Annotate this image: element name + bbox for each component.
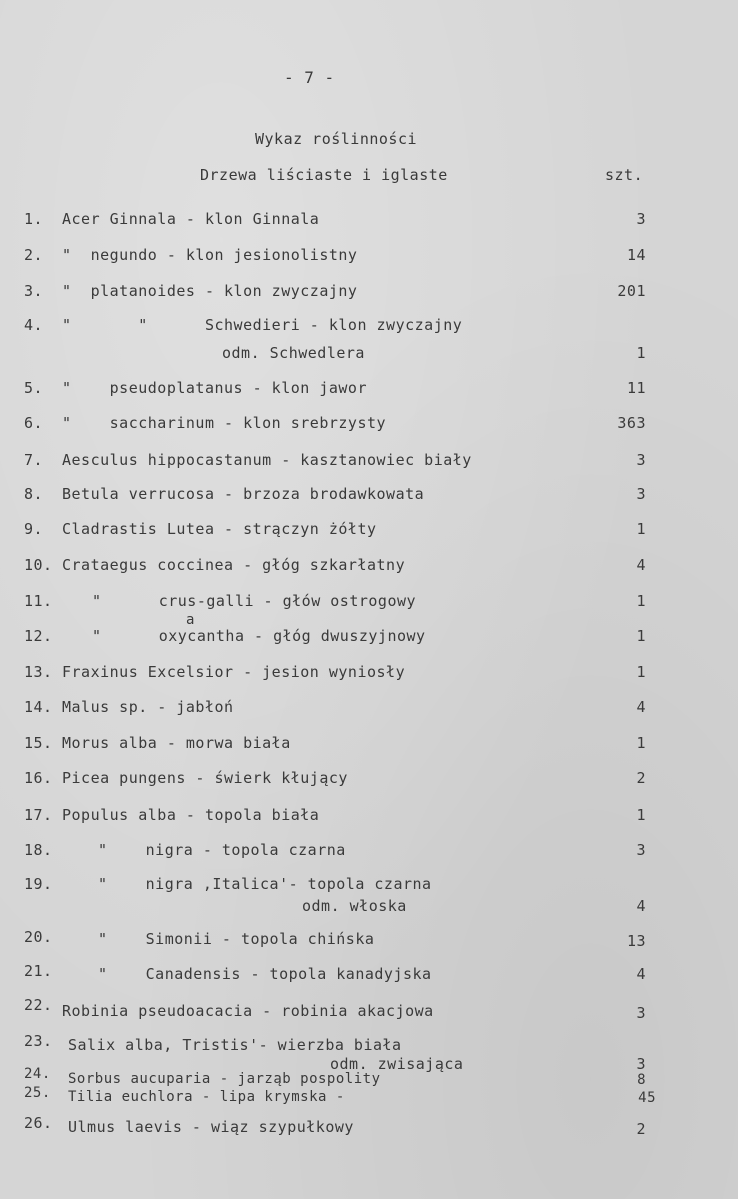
entry-name: " crus-galli - głów ostrogowy [92, 592, 417, 610]
entry-quantity: 45 [638, 1090, 656, 1106]
entry-number: 13. [24, 663, 53, 681]
entry-name: Picea pungens - świerk kłujący [62, 769, 348, 787]
entry-number: 26. [24, 1114, 53, 1132]
entry-quantity: 3 [636, 210, 646, 228]
entry-name: " negundo - klon jesionolistny [62, 246, 358, 264]
entry-quantity: 1 [636, 734, 646, 752]
entry-number: 9. [24, 520, 44, 538]
entry-quantity: 1 [636, 520, 646, 538]
entry-number: 20. [24, 928, 53, 946]
entry-name: " Canadensis - topola kanadyjska [98, 965, 432, 983]
entry-name: " oxycantha - głóg dwuszyjnowy [92, 627, 426, 645]
entry-number: 19. [24, 875, 53, 893]
entry-quantity: 3 [636, 1055, 646, 1073]
entry-quantity: 3 [636, 485, 646, 503]
entry-quantity: 1 [636, 806, 646, 824]
entry-number: 25. [24, 1085, 51, 1101]
entry-name: Acer Ginnala - klon Ginnala [62, 210, 320, 228]
entry-number: 3. [24, 282, 44, 300]
entry-quantity: 11 [626, 379, 646, 397]
entry-name: Populus alba - topola biała [62, 806, 320, 824]
entry-name: " saccharinum - klon srebrzysty [62, 414, 387, 432]
document-title: Wykaz roślinności [255, 130, 418, 148]
entry-name: " platanoides - klon zwyczajny [62, 282, 358, 300]
entry-number: 24. [24, 1066, 51, 1082]
entry-name: " pseudoplatanus - klon jawor [62, 379, 367, 397]
entry-name: Salix alba, Tristis'- wierzba biała [68, 1036, 402, 1054]
entry-quantity: 4 [636, 897, 646, 915]
entry-number: 23. [24, 1032, 53, 1050]
entry-number: 17. [24, 806, 53, 824]
entry-name: Robinia pseudoacacia - robinia akacjowa [62, 1002, 434, 1020]
entry-name: " " Schwedieri - klon zwyczajny [62, 316, 463, 334]
entry-quantity: 1 [636, 663, 646, 681]
entry-name: Crataegus coccinea - głóg szkarłatny [62, 556, 406, 574]
entry-name: Aesculus hippocastanum - kasztanowiec biały [62, 451, 472, 469]
entry-number: 8. [24, 485, 44, 503]
entry-number: 14. [24, 698, 53, 716]
entry-quantity: 4 [636, 965, 646, 983]
entry-quantity: 3 [636, 451, 646, 469]
entry-name-continuation: odm. włoska [302, 897, 407, 915]
entry-name: Sorbus aucuparia - jarząb pospolity [68, 1071, 381, 1087]
entry-quantity: 2 [636, 769, 646, 787]
entry-number: 7. [24, 451, 44, 469]
entry-number: 1. [24, 210, 44, 228]
entry-number: 2. [24, 246, 44, 264]
entry-name: " nigra - topola czarna [98, 841, 346, 859]
page-number: - 7 - [284, 68, 335, 87]
handwritten-correction: a [186, 612, 195, 628]
entry-quantity: 201 [617, 282, 646, 300]
entry-name: Malus sp. - jabłoń [62, 698, 234, 716]
entry-name: " Simonii - topola chińska [98, 930, 375, 948]
entry-name: " nigra ,Italica'- topola czarna [98, 875, 432, 893]
entry-number: 22. [24, 996, 53, 1014]
entry-quantity: 1 [636, 592, 646, 610]
entry-quantity: 3 [636, 1004, 646, 1022]
entry-number: 4. [24, 316, 44, 334]
entry-quantity: 1 [636, 344, 646, 362]
entry-number: 6. [24, 414, 44, 432]
entry-number: 18. [24, 841, 53, 859]
entry-name: Tilia euchlora - lipa krymska - [68, 1089, 345, 1105]
entry-quantity: 13 [626, 932, 646, 950]
entry-number: 10. [24, 556, 53, 574]
entry-number: 11. [24, 592, 53, 610]
document-subtitle: Drzewa liściaste i iglaste [200, 166, 448, 184]
entry-number: 21. [24, 962, 53, 980]
entry-quantity: 1 [636, 627, 646, 645]
entry-name: Fraxinus Excelsior - jesion wyniosły [62, 663, 406, 681]
entry-name: Cladrastis Lutea - strączyn żółty [62, 520, 377, 538]
entry-number: 12. [24, 627, 53, 645]
entry-name-continuation: odm. Schwedlera [222, 344, 365, 362]
entry-quantity: 8 [637, 1072, 646, 1088]
entry-quantity: 14 [626, 246, 646, 264]
entry-number: 5. [24, 379, 44, 397]
entry-quantity: 3 [636, 841, 646, 859]
entry-name: Morus alba - morwa biała [62, 734, 291, 752]
entry-number: 16. [24, 769, 53, 787]
entry-quantity: 363 [617, 414, 646, 432]
entry-name-continuation: odm. zwisająca [330, 1055, 464, 1073]
quantity-column-header: szt. [605, 166, 644, 184]
entry-name: Betula verrucosa - brzoza brodawkowata [62, 485, 425, 503]
entry-quantity: 2 [636, 1120, 646, 1138]
entry-quantity: 4 [636, 556, 646, 574]
entry-quantity: 4 [636, 698, 646, 716]
entry-name: Ulmus laevis - wiąz szypułkowy [68, 1118, 354, 1136]
entry-number: 15. [24, 734, 53, 752]
